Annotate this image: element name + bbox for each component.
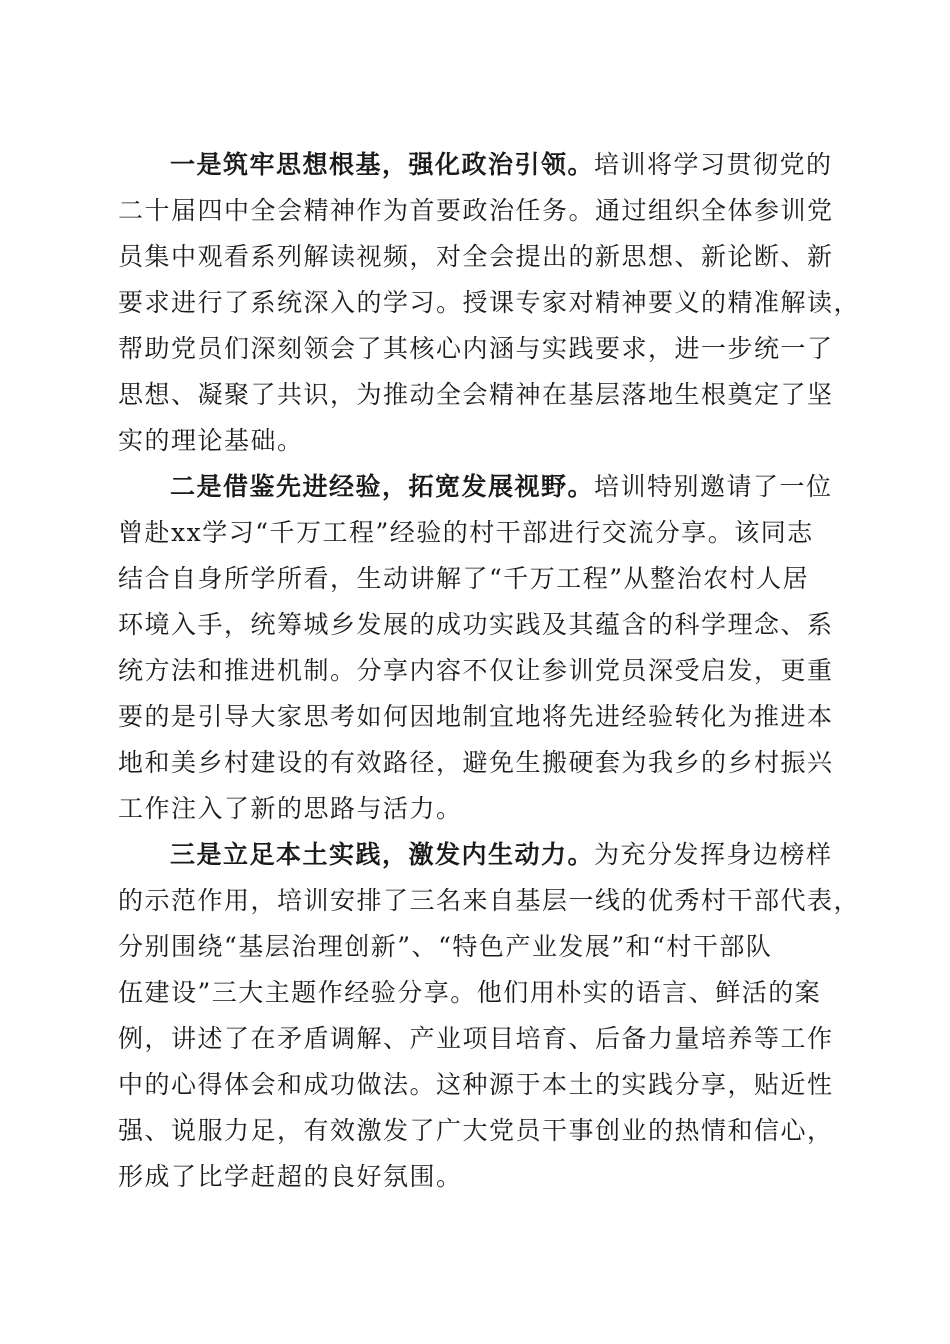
paragraph-text: 培训特别邀请了一位 — [594, 472, 833, 501]
paragraph-line: 曾赴xx学习“千万工程”经验的村干部进行交流分享。该同志 — [118, 518, 814, 547]
paragraph-first-line — [118, 142, 838, 188]
paragraph-text: 培训将学习贯彻党的 — [594, 150, 833, 179]
paragraph-line: 的示范作用，培训安排了三名来自基层一线的优秀村干部代表， — [118, 886, 861, 915]
paragraph-1 — [118, 142, 861, 464]
paragraph-first-line — [118, 464, 838, 510]
paragraph-2 — [118, 464, 838, 832]
paragraph-line: 环境入手，统筹城乡发展的成功实践及其蕴含的科学理念、系 — [118, 610, 834, 639]
paragraph-lead: 三是立足本土实践，激发内生动力。 — [170, 840, 595, 869]
paragraph-line: 二十届四中全会精神作为首要政治任务。通过组织全体参训党 — [118, 196, 834, 225]
paragraph-line: 伍建设”三大主题作经验分享。他们用朴实的语言、鲜活的案 — [118, 978, 822, 1007]
paragraph-line: 结合自身所学所看，生动讲解了“千万工程”从整治农村人居 — [118, 564, 810, 593]
paragraph-lead: 二是借鉴先进经验，拓宽发展视野。 — [170, 472, 595, 501]
paragraph-line: 员集中观看系列解读视频，对全会提出的新思想、新论断、新 — [118, 242, 834, 271]
paragraph-line: 实的理论基础。 — [118, 426, 304, 455]
paragraph-line: 要求进行了系统深入的学习。授课专家对精神要义的精准解读， — [118, 288, 861, 317]
document-body — [118, 142, 861, 1200]
paragraph-line: 强、说服力足，有效激发了广大党员干事创业的热情和信心， — [118, 1116, 834, 1145]
paragraph-line: 地和美乡村建设的有效路径，避免生搬硬套为我乡的乡村振兴 — [118, 748, 834, 777]
paragraph-line: 统方法和推进机制。分享内容不仅让参训党员深受启发，更重 — [118, 656, 834, 685]
paragraph-first-line — [118, 832, 838, 878]
paragraph-line: 工作注入了新的思路与活力。 — [118, 794, 463, 823]
paragraph-line: 中的心得体会和成功做法。这种源于本土的实践分享，贴近性 — [118, 1070, 834, 1099]
paragraph-line: 帮助党员们深刻领会了其核心内涵与实践要求，进一步统一了 — [118, 334, 834, 363]
paragraph-lead: 一是筑牢思想根基，强化政治引领。 — [170, 150, 595, 179]
paragraph-3 — [118, 832, 861, 1200]
paragraph-line: 例，讲述了在矛盾调解、产业项目培育、后备力量培养等工作 — [118, 1024, 834, 1053]
paragraph-line: 形成了比学赶超的良好氛围。 — [118, 1162, 463, 1191]
paragraph-line: 思想、凝聚了共识，为推动全会精神在基层落地生根奠定了坚 — [118, 380, 834, 409]
paragraph-line: 分别围绕“基层治理创新”、“特色产业发展”和“村干部队 — [118, 932, 773, 961]
paragraph-line: 要的是引导大家思考如何因地制宜地将先进经验转化为推进本 — [118, 702, 834, 731]
paragraph-text: 为充分发挥身边榜样 — [594, 840, 833, 869]
